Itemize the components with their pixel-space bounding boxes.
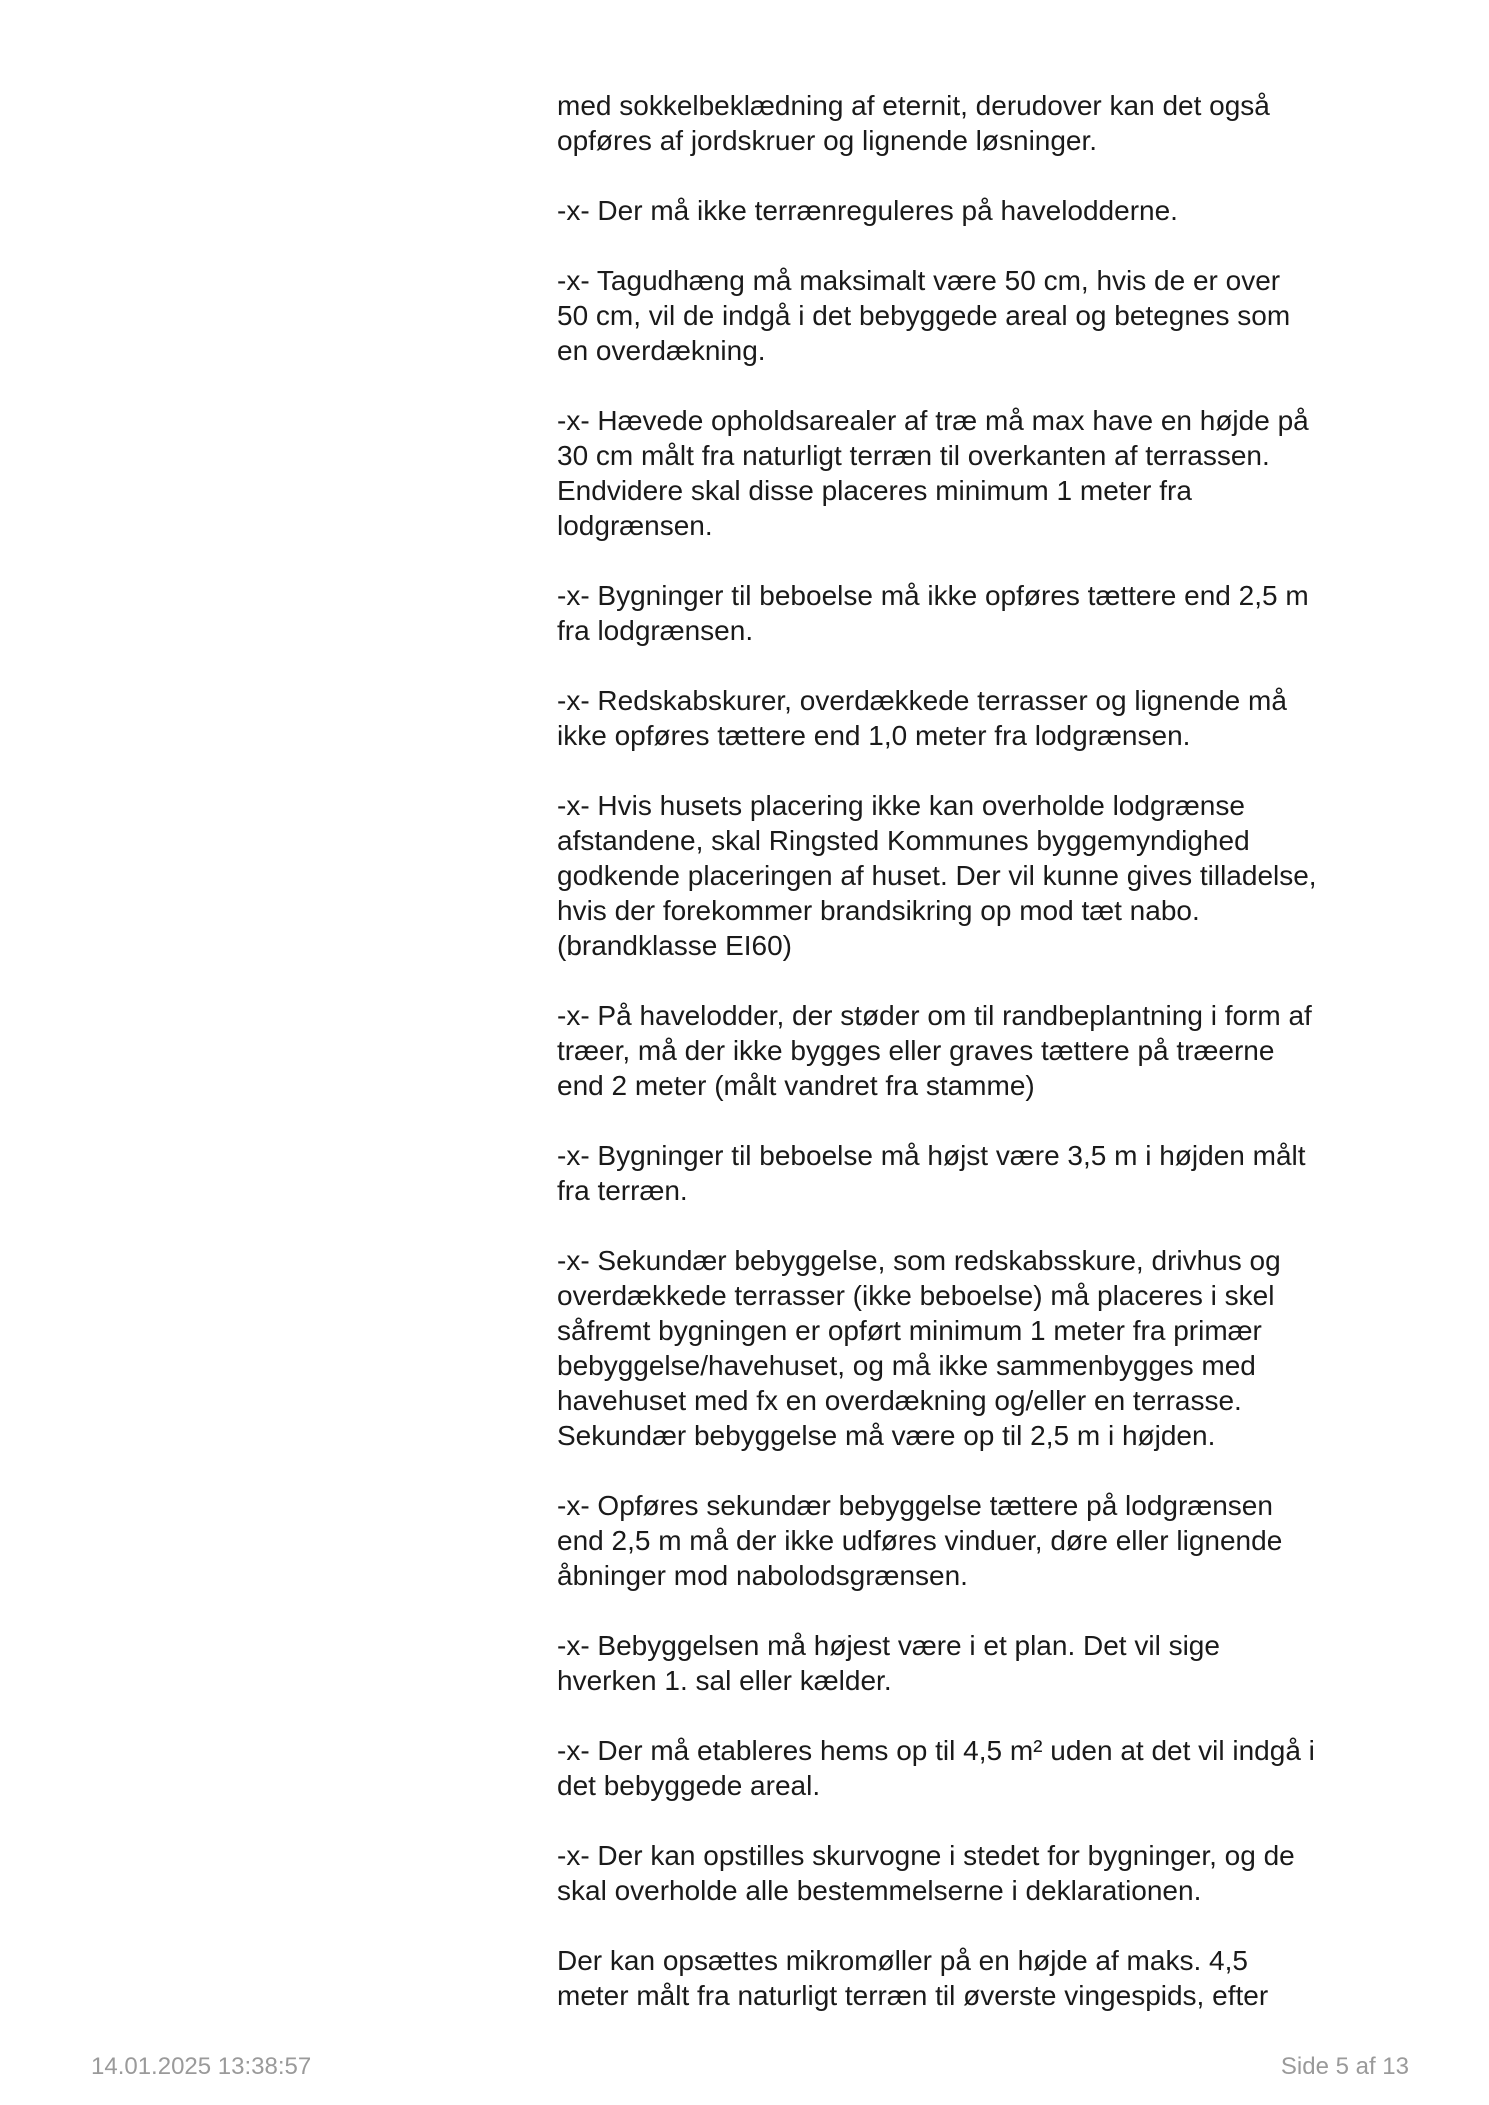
paragraph-1: med sokkelbeklædning af eternit, derudover kan det også opføres af jordskruer og lignende løsninger. — [557, 90, 1270, 156]
paragraph-4: -x- Hævede opholdsarealer af træ må max have en højde på 30 cm målt fra naturligt terræn til overkanten af terrassen. Endvidere skal disse placeres minimum 1 meter fra lodgrænsen. — [557, 405, 1309, 541]
footer-page-indicator: Side 5 af 13 — [1280, 2053, 1409, 2080]
paragraph-11: -x- Opføres sekundær bebyggelse tættere på lodgrænsen end 2,5 m må der ikke udføres vinduer, døre eller lignende åbninger mod nabolodsgrænsen. — [557, 1490, 1283, 1591]
paragraph-14: -x- Der kan opstilles skurvogne i stedet for bygninger, og de skal overholde alle bestemmelserne i deklarationen. — [557, 1840, 1295, 1906]
paragraph-7: -x- Hvis husets placering ikke kan overholde lodgrænse afstandene, skal Ringsted Kommunes byggemyndighed godkende placeringen af huset. Der vil kunne gives tilladelse, hvis der forekommer brandsikring op mod tæt nabo. (brandklasse EI60) — [557, 790, 1317, 961]
paragraph-3: -x- Tagudhæng må maksimalt være 50 cm, hvis de er over 50 cm, vil de indgå i det bebyggede areal og betegnes som en overdækning. — [557, 265, 1291, 366]
paragraph-12: -x- Bebyggelsen må højest være i et plan. Det vil sige hverken 1. sal eller kælder. — [557, 1630, 1220, 1696]
paragraph-9: -x- Bygninger til beboelse må højst være 3,5 m i højden målt fra terræn. — [557, 1140, 1306, 1206]
paragraph-13: -x- Der må etableres hems op til 4,5 m² uden at det vil indgå i det bebyggede areal. — [557, 1735, 1315, 1801]
footer-timestamp: 14.01.2025 13:38:57 — [91, 2053, 312, 2080]
paragraph-2: -x- Der må ikke terrænreguleres på havelodderne. — [557, 195, 1178, 226]
paragraph-10: -x- Sekundær bebyggelse, som redskabsskure, drivhus og overdækkede terrasser (ikke beboelse) må placeres i skel såfremt bygningen er opført minimum 1 meter fra primær bebyggelse/havehuset, og må ikke sammenbygges med havehuset med fx en overdækning og/eller en terrasse. Sekundær bebyggelse må være op til 2,5 m i højden. — [557, 1245, 1281, 1451]
paragraph-15: Der kan opsættes mikromøller på en højde af maks. 4,5 meter målt fra naturligt terræn til øverste vingespids, efter — [557, 1945, 1269, 2011]
paragraph-6: -x- Redskabskurer, overdækkede terrasser og lignende må ikke opføres tættere end 1,0 meter fra lodgrænsen. — [557, 685, 1287, 751]
paragraph-5: -x- Bygninger til beboelse må ikke opføres tættere end 2,5 m fra lodgrænsen. — [557, 580, 1309, 646]
paragraph-8: -x- På havelodder, der støder om til randbeplantning i form af træer, må der ikke bygges eller graves tættere på træerne end 2 meter (målt vandret fra stamme) — [557, 1000, 1312, 1101]
document-body — [557, 88, 1402, 2048]
